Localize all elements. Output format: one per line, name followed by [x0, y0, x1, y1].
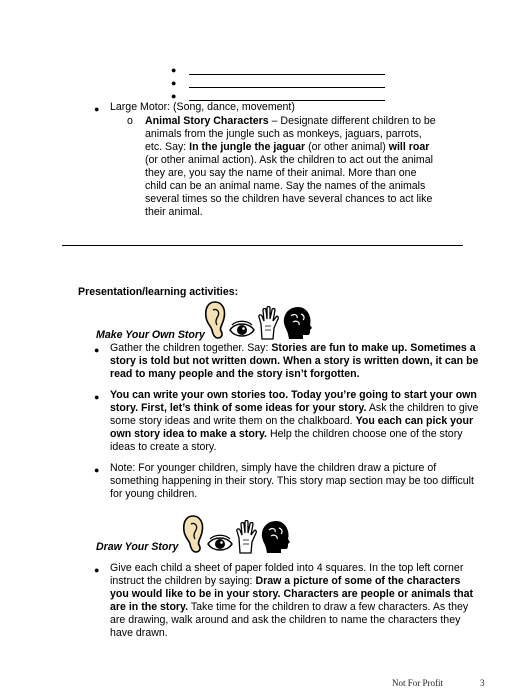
head-icon [281, 306, 315, 340]
animal-story-paragraph: Animal Story Characters – Designate different children to be animals from the jungle such as monkeys, jaguars, parrots, etc. Say: In the jungle the jaguar (or other animal) will roar (or other animal action). Ask the children to act out the animal they are, you say the name of their animal. More than one child can be an animal name. Say the names of the animals several times so the children have several chances to act like their animal. [145, 115, 436, 218]
eye-icon [207, 534, 233, 554]
activity-title: Animal Story Characters [145, 115, 269, 127]
footer-text: Not For Profit [392, 678, 444, 688]
bullet: ● [94, 104, 100, 114]
blank-line [189, 87, 385, 88]
draw-story-bullet: Give each child a sheet of paper folded into 4 squares. In the top left corner instruct the children by saying: Draw a picture of some of the characters you would like to be in your story. Characters are people or animals that are in the story. Take time for the children to draw a few characters. As they are drawing, walk around and ask the children to name the characters they have drawn. [110, 562, 474, 639]
bullet: ● [171, 65, 177, 75]
hand-icon [235, 520, 257, 554]
eye-icon [229, 320, 255, 340]
bullet: ● [94, 465, 100, 475]
ear-icon [203, 300, 227, 340]
bullet: ● [94, 345, 100, 355]
large-motor-label: Large Motor: (Song, dance, movement) [110, 101, 295, 113]
hand-icon [257, 306, 279, 340]
sub-bullet-marker: o [127, 115, 133, 127]
section-heading: Presentation/learning activities: [78, 286, 239, 298]
draw-story-title: Draw Your Story [96, 541, 179, 553]
sense-icons [181, 514, 293, 554]
page-number: 3 [480, 678, 485, 688]
bullet: ● [94, 392, 100, 402]
section-divider [62, 245, 463, 246]
bullet: ● [94, 565, 100, 575]
bullet: ● [171, 91, 177, 101]
make-story-bullet-2: You can write your own stories too. Today you’re going to start your own story. First, let’s think of some ideas for your story. Ask the children to give some story ideas and write them on the chalkboard. You each can pick your own story idea to make a story. Help the children choose one of the story ideas to create a story. [110, 389, 479, 453]
sense-icons [203, 300, 315, 340]
make-story-title: Make Your Own Story [96, 329, 205, 341]
make-story-bullet-1: Gather the children together. Say: Stories are fun to make up. Sometimes a story is told but not written down. When a story is written down, it can be read to many people and the story isn’t forgotten. [110, 342, 479, 380]
ear-icon [181, 514, 205, 554]
make-story-bullet-3: Note: For younger children, simply have the children draw a picture of something happening in their story. This story map section may be too difficult for young children. [110, 462, 474, 500]
blank-line [189, 74, 385, 75]
bullet: ● [171, 78, 177, 88]
head-icon [259, 520, 293, 554]
